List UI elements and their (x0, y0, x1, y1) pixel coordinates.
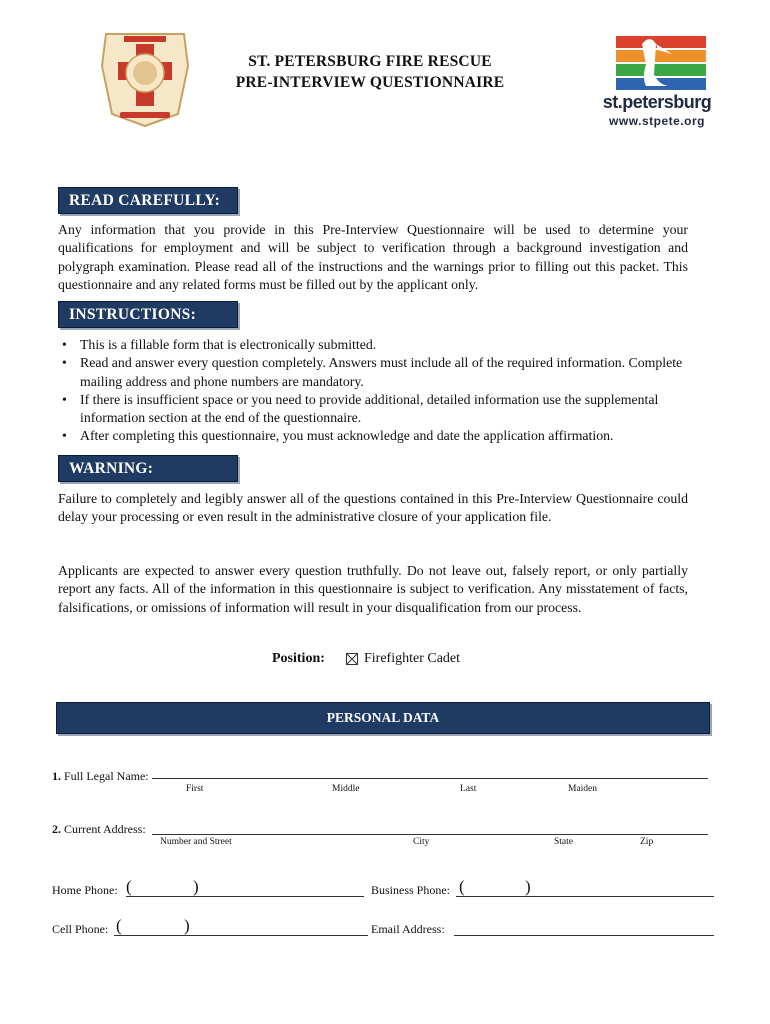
paren-close: ) (525, 877, 531, 896)
warning-paragraph-2: Applicants are expected to answer every question truthfully. Do not leave out, falsely report, or only partially report any facts. All of the information in this questionnaire is subject to verification. Any misstatement of facts, falsifications, or omissions of information will result in your disqualification from our process. (58, 563, 688, 615)
position-checkbox[interactable] (346, 653, 358, 665)
sublabel-middle: Middle (332, 784, 360, 794)
read-carefully-label: READ CAREFULLY: (58, 187, 238, 214)
sublabel-maiden: Maiden (568, 784, 598, 794)
email-address-field[interactable] (454, 935, 714, 936)
paren-close: ) (184, 916, 190, 935)
paren-open: ( (459, 877, 465, 896)
sublabel-street: Number and Street (160, 837, 232, 847)
paren-open: ( (116, 916, 122, 935)
sublabel-last: Last (460, 784, 477, 794)
cell-phone-field[interactable] (114, 935, 368, 936)
personal-data-heading: PERSONAL DATA (56, 702, 710, 734)
position-option-label: Firefighter Cadet (364, 651, 461, 666)
fire-rescue-seal-logo (96, 26, 194, 130)
cell-phone-label: Cell Phone: (52, 922, 109, 936)
logo-wordmark: st.petersburg (602, 92, 712, 112)
question-text: Full Legal Name: (64, 769, 149, 783)
business-phone-label: Business Phone: (371, 883, 451, 897)
instructions-list (58, 336, 698, 446)
instructions-label: INSTRUCTIONS: (58, 301, 238, 328)
position-label: Position: (272, 651, 325, 666)
sublabel-city: City (413, 837, 430, 847)
instruction-item: • Read and answer every question completely. Answers must include all of the required information. Complete mailing address and phone numbers are mandatory. (58, 354, 698, 391)
current-address-field[interactable] (152, 834, 708, 835)
full-name-label (52, 769, 149, 784)
instruction-item: • This is a fillable form that is electronically submitted. (58, 336, 698, 354)
instruction-item: • After completing this questionnaire, you must acknowledge and date the application affirmation. (58, 427, 698, 445)
page-title-line-2: PRE-INTERVIEW QUESTIONNAIRE (235, 74, 505, 91)
warning-label: WARNING: (58, 455, 238, 482)
sublabel-state: State (554, 837, 573, 847)
sublabel-zip: Zip (640, 837, 654, 847)
instruction-item: • If there is insufficient space or you need to provide additional, detailed information use the supplemental information section at the end of the questionnaire. (58, 391, 698, 428)
home-phone-label: Home Phone: (52, 883, 118, 897)
home-phone-field[interactable] (126, 896, 364, 897)
question-text: Current Address: (64, 822, 146, 836)
email-address-label: Email Address: (371, 922, 445, 936)
logo-url: www.stpete.org (609, 114, 705, 128)
question-number: 2. (52, 822, 61, 836)
read-carefully-text: Any information that you provide in this Pre-Interview Questionnaire will be used to determine your qualifications for employment and will be subject to verification through a background investigation and polygraph examination. Please read all of the instructions and the warnings prior to filling out this packet. This questionnaire and any related forms must be filled out by the applicant only. (58, 222, 688, 292)
warning-paragraph-1: Failure to completely and legibly answer all of the questions contained in this Pre-Interview Questionnaire could delay your processing or even result in the administrative closure of your application file. (58, 491, 688, 525)
business-phone-field[interactable] (456, 896, 714, 897)
question-number: 1. (52, 769, 61, 783)
paren-open: ( (126, 877, 132, 896)
checkmark-x-icon (347, 654, 357, 664)
sublabel-first: First (186, 784, 204, 794)
current-address-label (52, 822, 146, 837)
page-title-line-1: ST. PETERSBURG FIRE RESCUE (248, 53, 492, 70)
full-name-field[interactable] (152, 778, 708, 779)
paren-close: ) (193, 877, 199, 896)
